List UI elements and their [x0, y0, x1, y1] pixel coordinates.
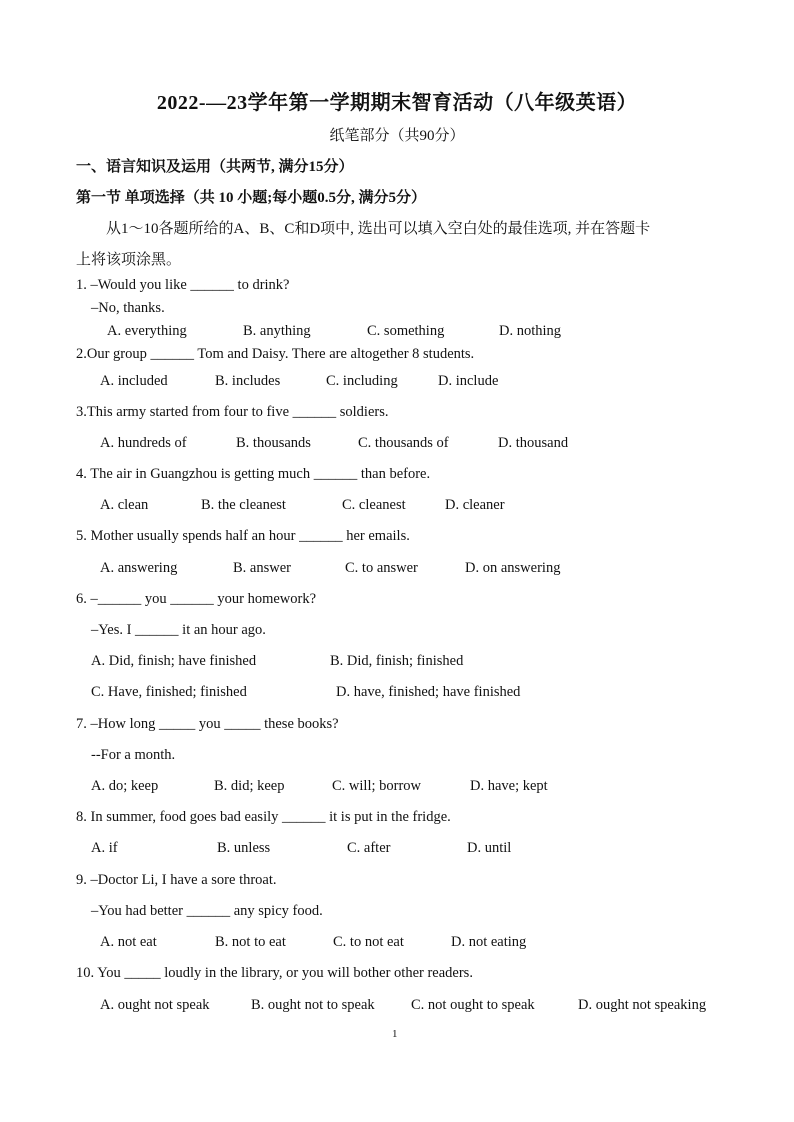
option-a: A. if — [91, 840, 118, 856]
question-stem: 2.Our group ______ Tom and Daisy. There are altogether 8 students. — [76, 346, 475, 362]
option-c: C. will; borrow — [332, 778, 422, 794]
part-heading: 第一节 单项选择（共 10 小题;每小题0.5分, 满分5分） — [76, 190, 426, 206]
page-title: 2022-—23学年第一学期期末智育活动（八年级英语） — [156, 92, 638, 114]
option-a: A. not eat — [100, 934, 157, 950]
option-c: C. to answer — [345, 560, 418, 576]
question-stem: 4. The air in Guangzhou is getting much ______ than before. — [76, 466, 431, 482]
instruction-line-1: 从1～10各题所给的A、B、C和D项中, 选出可以填入空白处的最佳选项, 并在答题卡 — [106, 221, 651, 237]
option-d: D. not eating — [451, 934, 527, 950]
option-d: D. have; kept — [470, 778, 548, 794]
option-a: A. everything — [107, 323, 187, 339]
option-b: B. the cleanest — [201, 497, 286, 513]
option-d: D. nothing — [499, 323, 562, 339]
option-a: A. Did, finish; have finished — [91, 653, 257, 669]
option-a: A. included — [100, 373, 168, 389]
option-d: D. include — [438, 373, 499, 389]
option-c: C. after — [347, 840, 391, 856]
option-b: B. unless — [217, 840, 271, 856]
option-a: A. answering — [100, 560, 178, 576]
page-number: 1 — [392, 1028, 398, 1040]
question-stem: 1. –Would you like ______ to drink? — [76, 277, 290, 293]
question-stem: 7. –How long _____ you _____ these books? — [76, 716, 339, 732]
option-a: A. clean — [100, 497, 149, 513]
option-b: B. answer — [233, 560, 291, 576]
question-response: –No, thanks. — [91, 300, 165, 316]
question-stem: 9. –Doctor Li, I have a sore throat. — [76, 872, 277, 888]
option-b: B. ought not to speak — [251, 997, 375, 1013]
option-b: B. anything — [243, 323, 311, 339]
question-response: –Yes. I ______ it an hour ago. — [91, 622, 266, 638]
question-response: –You had better ______ any spicy food. — [91, 903, 323, 919]
page-subtitle: 纸笔部分（共90分） — [329, 128, 465, 144]
option-c: C. Have, finished; finished — [91, 684, 247, 700]
question-stem: 8. In summer, food goes bad easily ______ it is put in the fridge. — [76, 809, 451, 825]
option-a: A. do; keep — [91, 778, 159, 794]
question-stem: 6. –______ you ______ your homework? — [76, 591, 317, 607]
question-stem: 5. Mother usually spends half an hour ______ her emails. — [76, 528, 410, 544]
option-b: B. Did, finish; finished — [330, 653, 464, 669]
question-stem: 3.This army started from four to five ______ soldiers. — [76, 404, 389, 420]
option-c: C. not ought to speak — [411, 997, 535, 1013]
instruction-line-2: 上将该项涂黑。 — [76, 252, 182, 268]
option-d: D. on answering — [465, 560, 561, 576]
option-d: D. have, finished; have finished — [336, 684, 521, 700]
option-b: B. not to eat — [215, 934, 286, 950]
option-b: B. did; keep — [214, 778, 285, 794]
option-c: C. something — [367, 323, 445, 339]
option-d: D. ought not speaking — [578, 997, 707, 1013]
section-heading: 一、语言知识及运用（共两节, 满分15分） — [76, 159, 354, 175]
option-c: C. cleanest — [342, 497, 406, 513]
option-c: C. to not eat — [333, 934, 404, 950]
option-a: A. ought not speak — [100, 997, 210, 1013]
question-stem: 10. You _____ loudly in the library, or you will bother other readers. — [76, 965, 473, 981]
question-response: --For a month. — [91, 747, 176, 763]
option-d: D. cleaner — [445, 497, 505, 513]
option-c: C. including — [326, 373, 398, 389]
option-a: A. hundreds of — [100, 435, 187, 451]
option-c: C. thousands of — [358, 435, 449, 451]
option-d: D. until — [467, 840, 512, 856]
option-b: B. includes — [215, 373, 281, 389]
option-d: D. thousand — [498, 435, 569, 451]
option-b: B. thousands — [236, 435, 311, 451]
